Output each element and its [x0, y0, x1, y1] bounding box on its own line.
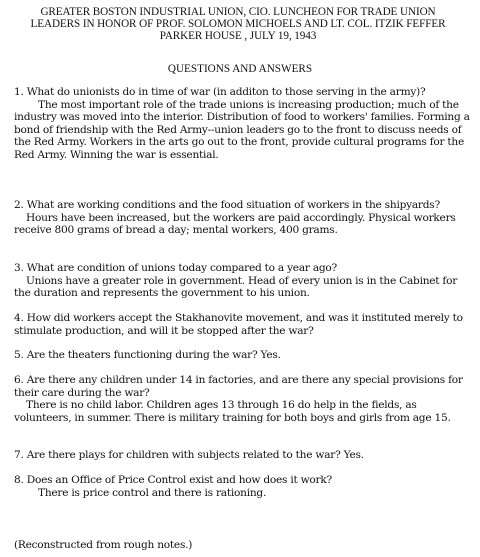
qa-item-2 — [14, 199, 476, 237]
qa-item-7 — [14, 449, 476, 462]
answer-1: The most important role of the trade unions is increasing production; much of the industry was moved into the interior. Distribution of food to workers' families. Forming a bond of friendship with the Red Army--union leaders go to the front to discuss needs of the Red Army. Workers in the arts go out to the front, provide cultural programs for the Red Army. Winning the war is essential. — [14, 98, 470, 161]
question-7: 7. Are there plays for children with subjects related to the war? Yes. — [14, 449, 364, 461]
document-subtitle: QUESTIONS AND ANSWERS — [167, 63, 313, 75]
footnote: (Reconstructed from rough notes.) — [14, 539, 193, 551]
header-line-1: GREATER BOSTON INDUSTRIAL UNION, CIO. LUNCHEON FOR TRADE UNION — [40, 6, 436, 18]
document-header — [4, 6, 472, 42]
qa-item-4 — [14, 312, 476, 337]
question-2: 2. What are working conditions and the food situation of workers in the shipyards? — [14, 199, 440, 211]
answer-8: There is price control and there is rationing. — [38, 486, 267, 499]
question-5: 5. Are the theaters functioning during the war? Yes. — [14, 349, 281, 361]
qa-item-6 — [14, 374, 476, 424]
answer-6: There is no child labor. Children ages 13 through 16 do help in the fields, as volunteers, in summer. There is military training for both boys and girls from age 15. — [14, 399, 451, 424]
question-4: 4. How did workers accept the Stakhanovite movement, and was it instituted merely to stimulate production, and will it be stopped after the war? — [14, 312, 463, 337]
question-3: 3. What are condition of unions today compared to a year ago? — [14, 262, 337, 274]
question-8: 8. Does an Office of Price Control exist and how does it work? — [14, 474, 332, 486]
question-1: 1. What do unionists do in time of war (in additon to those serving in the army)? — [14, 86, 426, 98]
qa-item-5 — [14, 349, 476, 362]
qa-item-8 — [14, 474, 476, 499]
header-line-3: PARKER HOUSE , JULY 19, 1943 — [159, 30, 317, 42]
header-line-2: LEADERS IN HONOR OF PROF. SOLOMON MICHOELS AND LT. COL. ITZIK FEFFER — [30, 18, 446, 30]
answer-2: Hours have been increased, but the workers are paid accordingly. Physical workers receive 800 grams of bread a day; mental workers, 400 grams. — [14, 211, 456, 237]
qa-item-3 — [14, 262, 476, 300]
answer-3: Unions have a greater role in government. Head of every union is in the Cabinet for the duration and represents the government to his union. — [14, 274, 458, 300]
question-6: 6. Are there any children under 14 in factories, and are there any special provisions for their care during the war? — [14, 374, 463, 399]
qa-item-1 — [14, 86, 476, 162]
